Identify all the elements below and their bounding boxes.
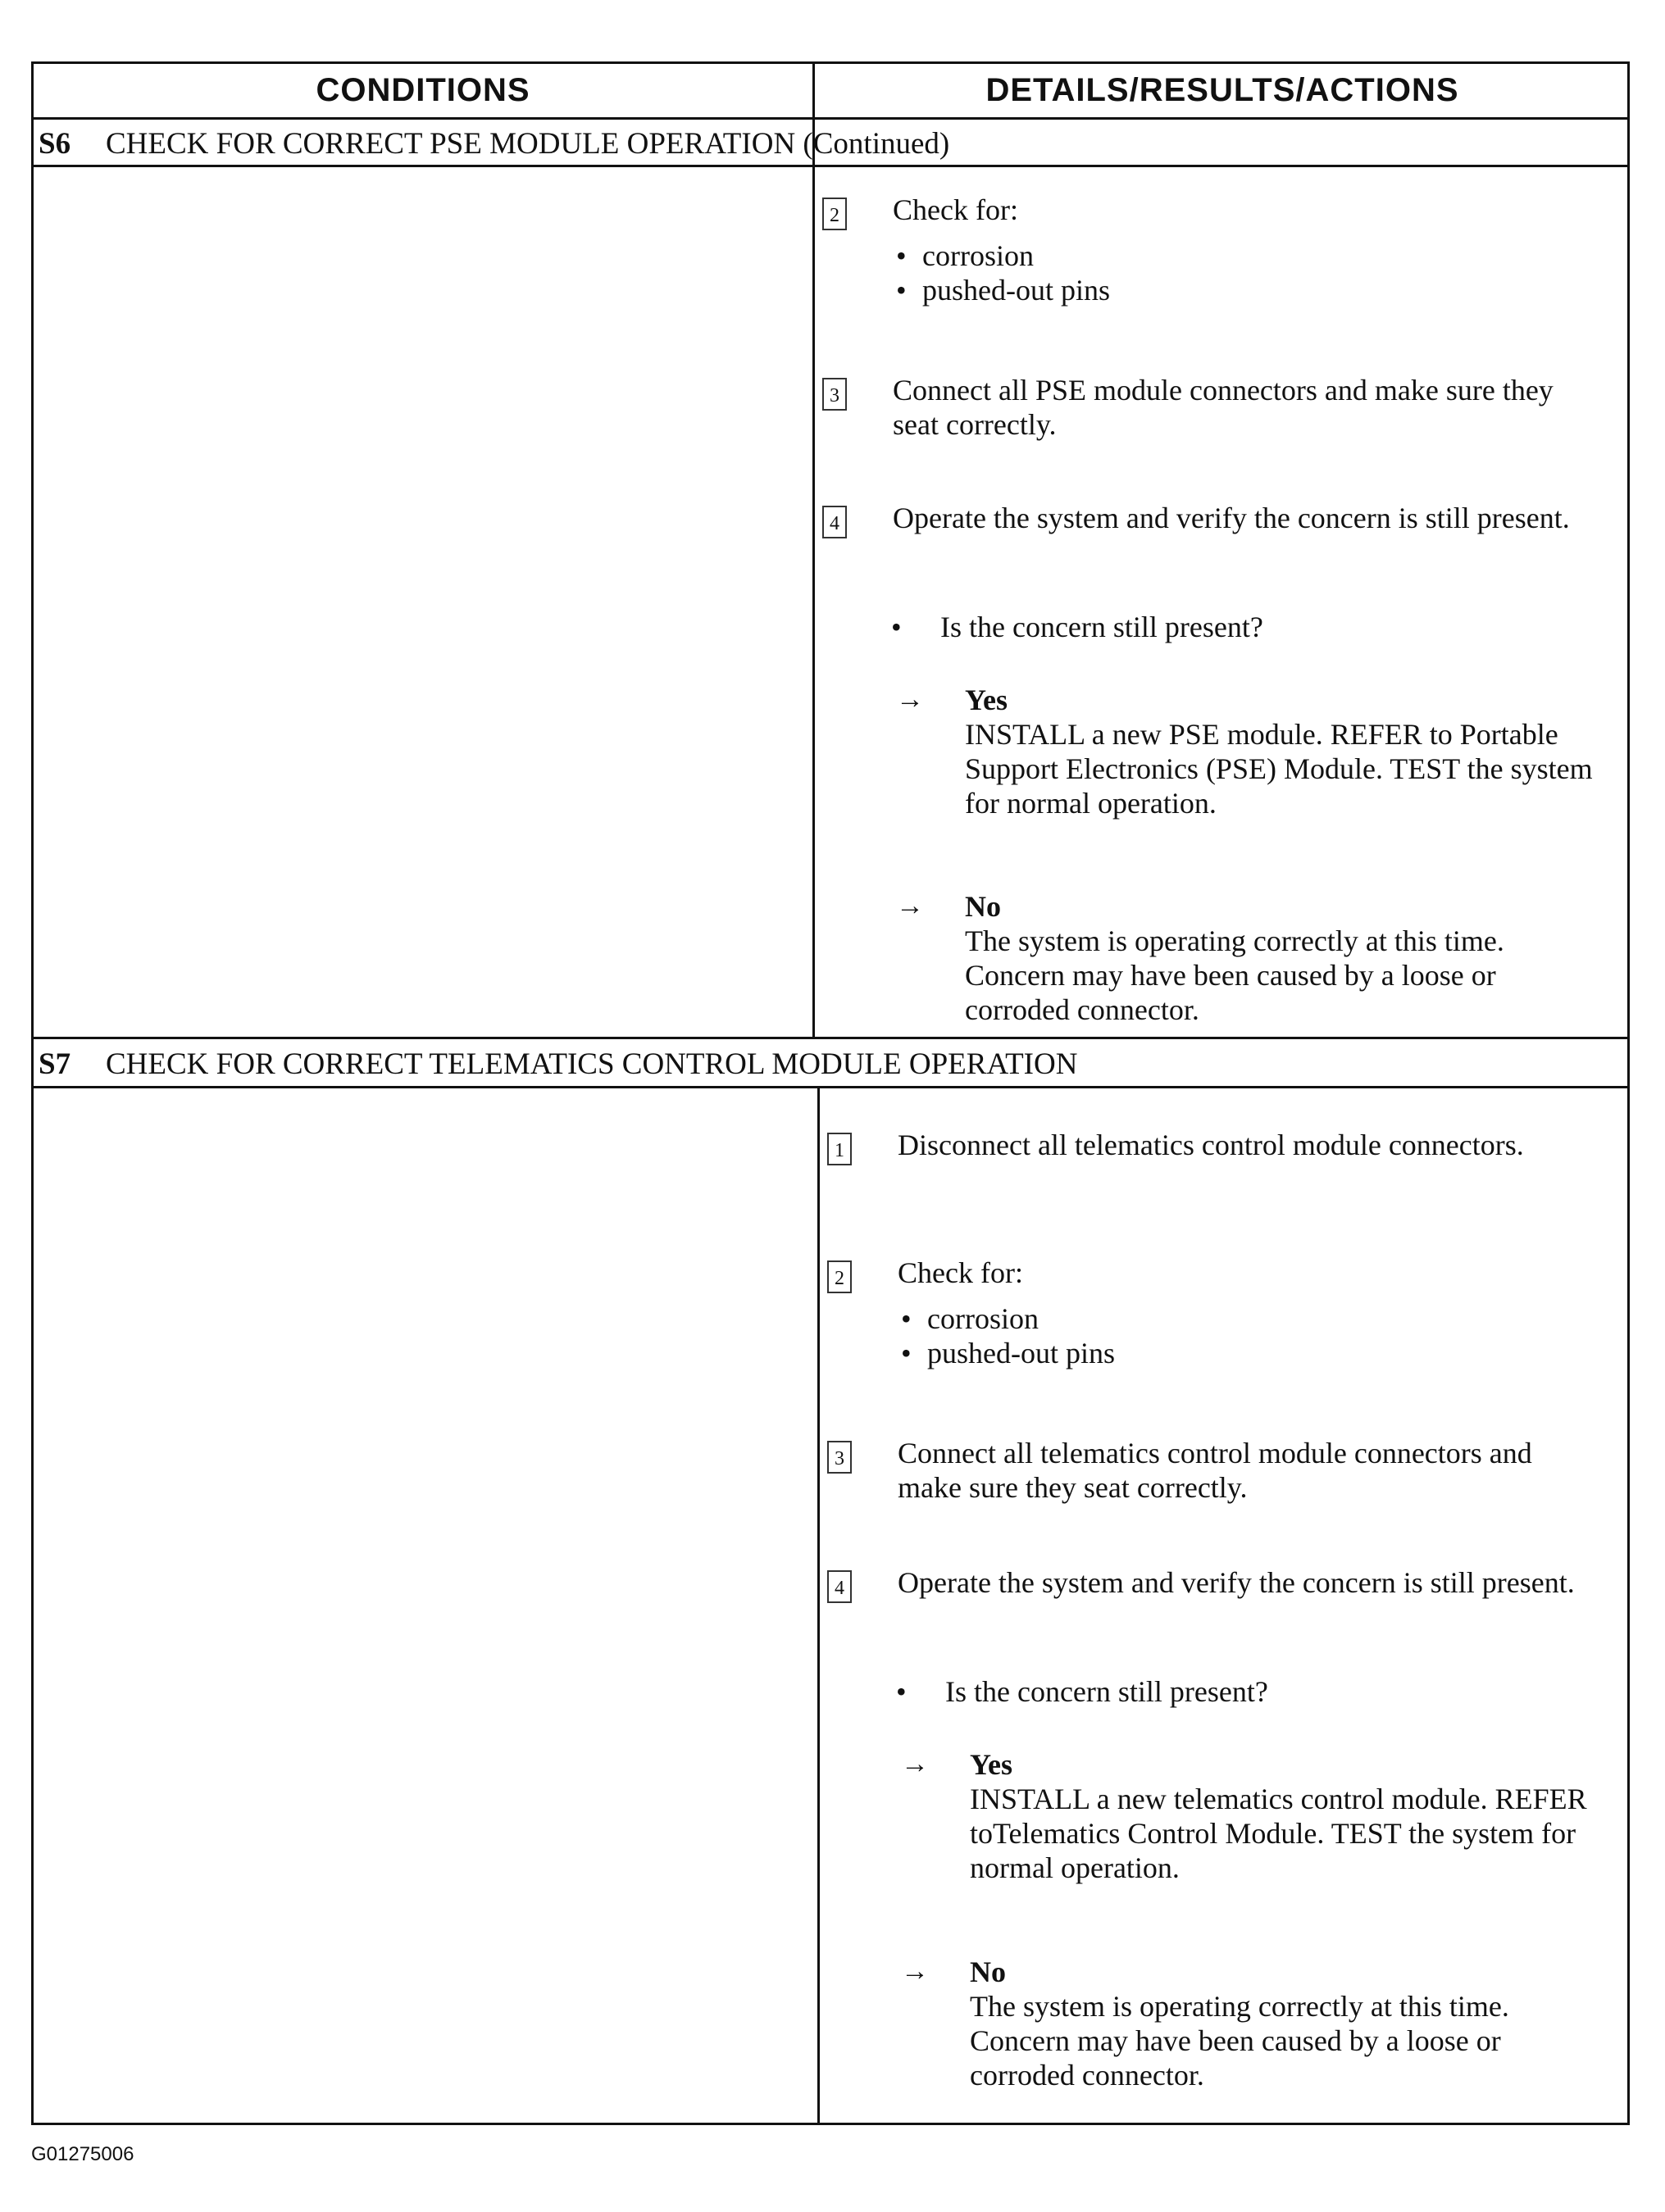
column-divider [817, 1086, 820, 2125]
step-instruction: Check for: [898, 1256, 1023, 1289]
answer-text: The system is operating correctly at this time. Concern may have been caused by a loose or corroded connector. [970, 1990, 1509, 2092]
question-s6: • Is the concern still present? [891, 611, 1263, 643]
check-list [898, 1301, 1603, 1370]
step-number-box: 4 [827, 1570, 852, 1603]
answer-yes-s7 [901, 1747, 1606, 1885]
check-item: • corrosion [893, 238, 1598, 273]
section-title-s7 [39, 1047, 1077, 1082]
conditions-header: CONDITIONS [316, 72, 530, 108]
details-header: DETAILS/RESULTS/ACTIONS [985, 72, 1459, 108]
question-text: Is the concern still present? [940, 611, 1263, 643]
step-number-box: 1 [827, 1133, 852, 1165]
column-divider [812, 64, 815, 1039]
step-text [893, 193, 1598, 307]
step-instruction: Connect all telematics control module connectors and make sure they seat correctly. [898, 1437, 1532, 1504]
step-instruction: Operate the system and verify the concern is still present. [893, 502, 1570, 534]
check-list [893, 238, 1598, 307]
check-item: • pushed-out pins [893, 273, 1598, 307]
answer-label: No [970, 1955, 1006, 1988]
arrow-icon: → [901, 1956, 929, 1987]
section-divider [34, 165, 1627, 167]
answer-text: INSTALL a new telematics control module. REFER toTelematics Control Module. TEST the system for normal operation. [970, 1783, 1587, 1884]
step-text [898, 1256, 1603, 1370]
answer-no-s6 [896, 889, 1601, 1027]
section-title-text: CHECK FOR CORRECT TELEMATICS CONTROL MODULE OPERATION [106, 1047, 1078, 1081]
section-divider [34, 1037, 1627, 1039]
header-divider [34, 117, 1627, 120]
figure-id: G01275006 [31, 2143, 134, 2165]
step-number-box: 2 [827, 1260, 852, 1293]
section-divider [34, 1086, 1627, 1088]
step-instruction: Operate the system and verify the concern is still present. [898, 1566, 1575, 1599]
step-number-box: 4 [822, 506, 847, 538]
diagnostic-table [31, 61, 1630, 2125]
answer-yes-s6 [896, 683, 1601, 820]
step-number-box: 3 [827, 1441, 852, 1474]
step-number-box: 3 [822, 378, 847, 411]
step-number-box: 2 [822, 198, 847, 230]
step-instruction: Disconnect all telematics control module connectors. [898, 1129, 1524, 1161]
question-text: Is the concern still present? [945, 1675, 1268, 1708]
section-id: S7 [39, 1047, 71, 1081]
answer-text: The system is operating correctly at this time. Concern may have been caused by a loose or corroded connector. [965, 924, 1504, 1026]
arrow-icon: → [896, 684, 924, 715]
answer-no-s7 [901, 1955, 1606, 2092]
check-item: • corrosion [898, 1301, 1603, 1336]
question-s7: • Is the concern still present? [896, 1675, 1268, 1708]
section-title-text: CHECK FOR CORRECT PSE MODULE OPERATION (Continued) [106, 127, 950, 161]
arrow-icon: → [901, 1749, 929, 1779]
answer-label: Yes [970, 1748, 1012, 1781]
step-instruction: Connect all PSE module connectors and make sure they seat correctly. [893, 374, 1554, 441]
section-id: S6 [39, 127, 71, 161]
arrow-icon: → [896, 891, 924, 921]
step-instruction: Check for: [893, 193, 1018, 226]
answer-label: No [965, 890, 1001, 923]
answer-label: Yes [965, 684, 1008, 716]
answer-text: INSTALL a new PSE module. REFER to Portable Support Electronics (PSE) Module. TEST the system for normal operation. [965, 718, 1593, 820]
check-item: • pushed-out pins [898, 1336, 1603, 1370]
